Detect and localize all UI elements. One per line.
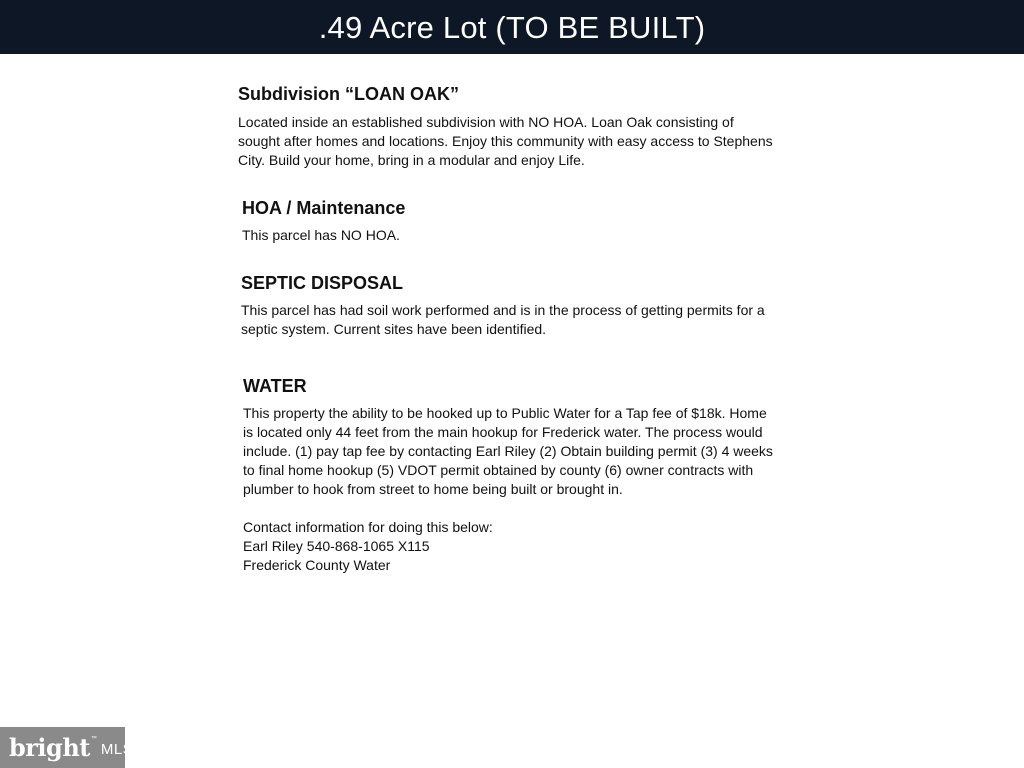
- section-subdivision: [238, 83, 773, 170]
- section-body: [241, 301, 765, 339]
- section-heading: SEPTIC DISPOSAL: [241, 273, 404, 293]
- body-line: This parcel has had soil work performed and is in the process of getting permits for a: [241, 302, 765, 318]
- brightmls-logo: [0, 727, 134, 768]
- section-septic: [241, 272, 765, 339]
- body-line: to final home hookup (5) VDOT permit obtained by county (6) owner contracts with: [243, 462, 754, 478]
- body-line: is located only 44 feet from the main hookup for Frederick water. The process would: [243, 424, 763, 440]
- body-line: sought after homes and locations. Enjoy this community with easy access to Stephens: [238, 133, 773, 149]
- contact-line: Earl Riley 540-868-1065 X115: [243, 538, 430, 554]
- body-line: City. Build your home, bring in a modular and enjoy Life.: [238, 152, 585, 168]
- logo-trademark: ™: [90, 736, 97, 742]
- section-hoa: [242, 197, 405, 245]
- body-line: This parcel has NO HOA.: [242, 227, 400, 243]
- body-line: plumber to hook from street to home being built or brought in.: [243, 481, 623, 497]
- contact-line: Contact information for doing this below:: [243, 519, 493, 535]
- body-line: septic system. Current sites have been identified.: [241, 321, 547, 337]
- body-line: Located inside an established subdivision with NO HOA. Loan Oak consisting of: [238, 114, 734, 130]
- section-heading: Subdivision “LOAN OAK”: [238, 84, 460, 104]
- section-heading: WATER: [243, 376, 307, 396]
- section-body: [242, 226, 405, 245]
- section-body: [238, 113, 773, 170]
- section-body: [243, 404, 773, 499]
- body-line: This property the ability to be hooked up to Public Water for a Tap fee of $18k. Home: [243, 405, 767, 421]
- logo-brand: bright: [9, 732, 90, 762]
- section-heading: HOA / Maintenance: [242, 198, 406, 218]
- page-title: .49 Acre Lot (TO BE BUILT): [318, 9, 706, 45]
- contact-info: [243, 518, 773, 575]
- body-line: include. (1) pay tap fee by contacting Earl Riley (2) Obtain building permit (3) 4 weeks: [243, 443, 773, 459]
- section-water: [243, 375, 773, 575]
- contact-line: Frederick County Water: [243, 557, 391, 573]
- logo-suffix: MLS: [100, 740, 134, 758]
- title-banner: [0, 0, 1024, 54]
